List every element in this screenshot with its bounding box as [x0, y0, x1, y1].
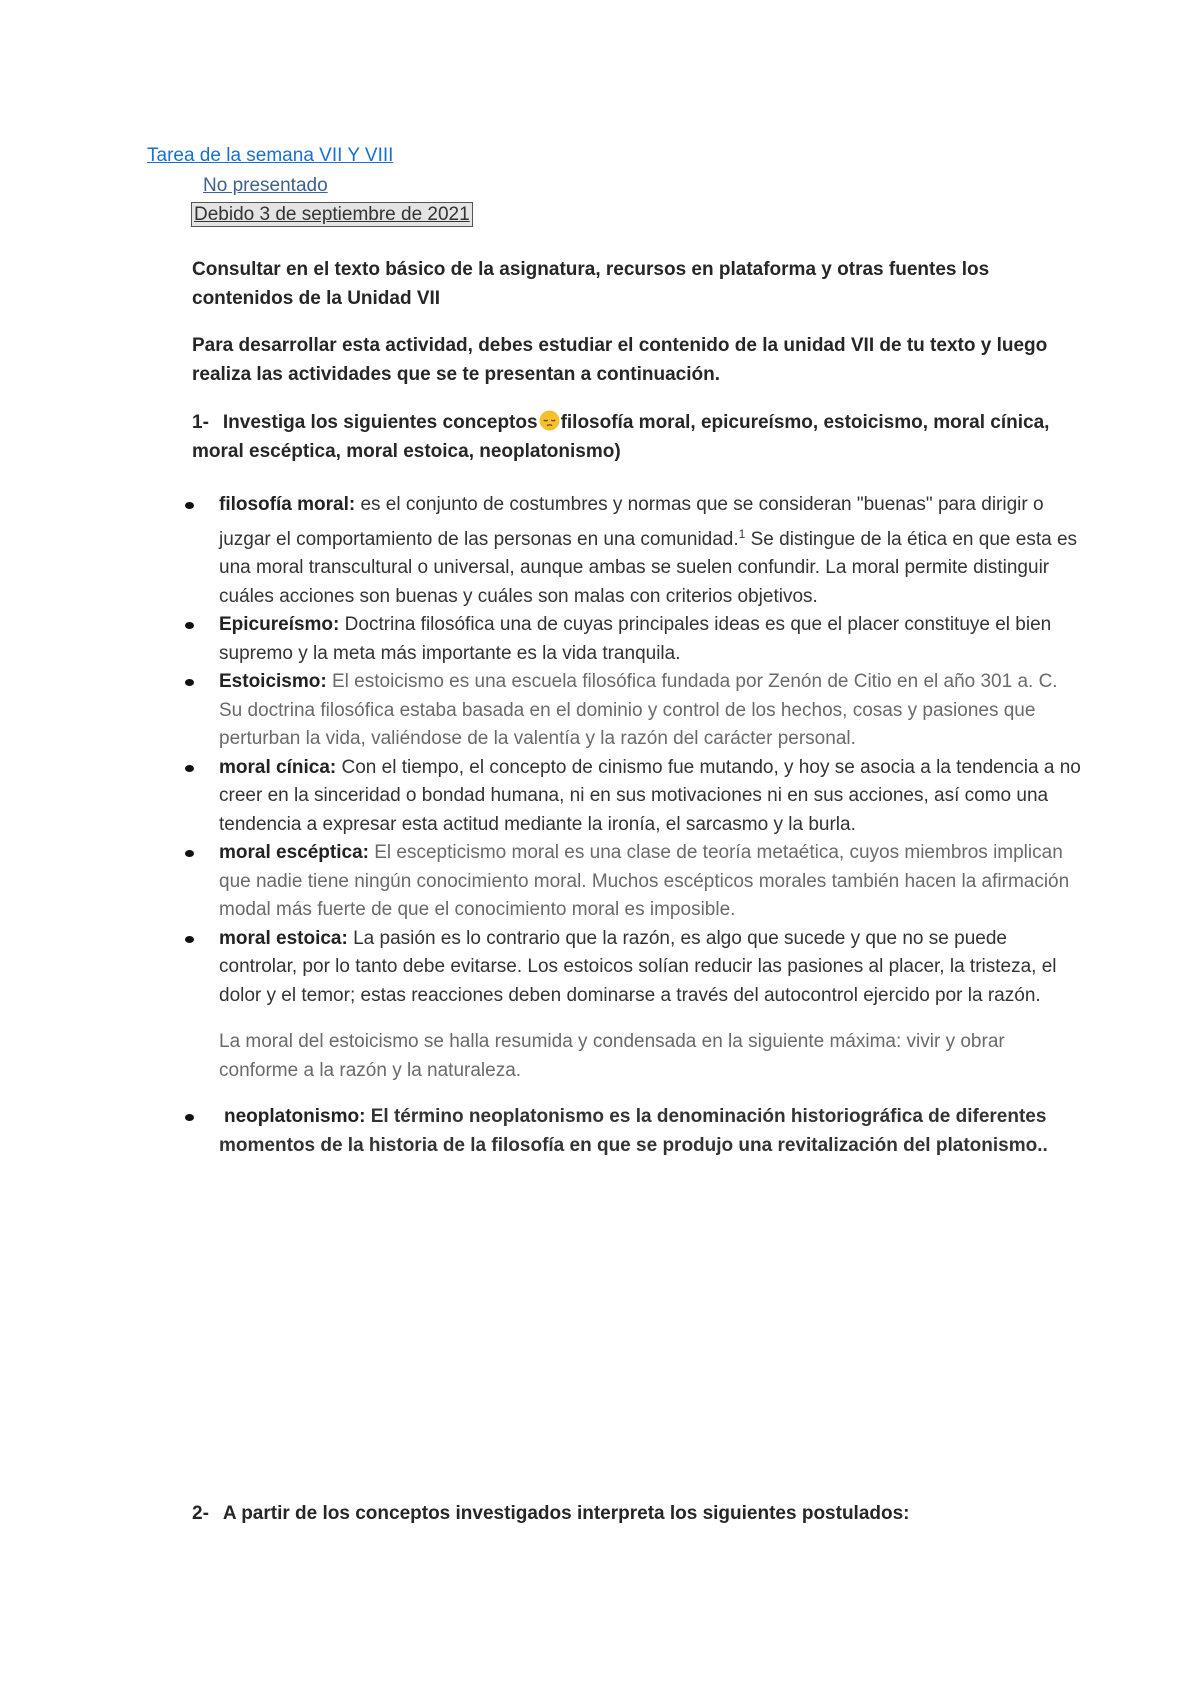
concept-text: El escepticismo moral es una clase de teoría metaética, cuyos miembros implican que nadie tiene ningún conocimiento moral. Muchos escépticos morales también hacen la afirmación modal más fuerte de que el conocimiento moral es imposible.	[219, 842, 1070, 920]
question-1-number: 1-	[192, 412, 209, 433]
bullet-icon	[185, 850, 194, 857]
bullet-icon	[185, 1114, 194, 1121]
concept-text-continued: Se distingue de la ética en que esta es una moral transcultural o universal, aunque ambas se suelen confundir. La moral permite distinguir cuáles acciones son buenas y cuáles son malas con criterios objetivos.	[219, 528, 1078, 607]
pensive-face-icon	[539, 410, 560, 431]
bullet-icon	[185, 679, 194, 686]
question-2-text: A partir de los conceptos investigados interpreta los siguientes postulados:	[222, 1503, 910, 1524]
list-item	[185, 925, 1085, 1086]
question-2-number: 2-	[192, 1503, 209, 1524]
list-item	[185, 668, 1085, 754]
concept-term: moral cínica:	[219, 756, 337, 778]
question-1-text-start: Investiga los siguientes conceptos	[222, 412, 538, 433]
bullet-icon	[185, 765, 194, 772]
bullet-icon	[185, 622, 194, 629]
assignment-title-link[interactable]: Tarea de la semana VII Y VIII	[147, 145, 394, 166]
consult-paragraph: Consultar en el texto básico de la asignatura, recursos en plataforma y otras fuentes los contenidos de la Unidad VII	[192, 259, 990, 309]
concept-term: Epicureísmo:	[219, 614, 340, 635]
concept-text: El estoicismo es una escuela filosófica fundada por Zenón de Citio en el año 301 a. C. Su doctrina filosófica estaba basada en el dominio y control de los hechos, cosas y pasiones que perturban la vida, valiéndose de la valentía y la razón del carácter personal.	[219, 671, 1058, 749]
footnote-marker: 1	[738, 526, 746, 541]
bullet-icon	[185, 502, 194, 509]
list-item	[185, 491, 1085, 611]
question-1	[192, 408, 1072, 466]
concept-text: El término neoplatonismo es la denominación historiográfica de diferentes momentos de la historia de la filosofía en que se produjo una revitalización del platonismo..	[219, 1106, 1048, 1156]
question-1-text-end: filosofía moral, epicureísmo, estoicismo, moral cínica, moral escéptica, moral estoica, neoplatonismo)	[192, 412, 1050, 462]
bullet-icon	[185, 936, 194, 943]
list-item	[185, 611, 1085, 668]
list-item	[185, 839, 1085, 925]
concept-text: es el conjunto de costumbres y normas que se consideran "buenas" para dirigir o juzgar el comportamiento de las personas en una comunidad.	[219, 494, 1044, 550]
concept-text: Doctrina filosófica una de cuyas principales ideas es que el placer constituye el bien supremo y la meta más importante es la vida tranquila.	[219, 614, 1052, 664]
list-item	[185, 1103, 1085, 1160]
concept-text: La pasión es lo contrario que la razón, es algo que sucede y que no se puede controlar, por lo tanto debe evitarse. Los estoicos solían reducir las pasiones al placer, la tristeza, el dolor y el temor; estas reacciones deben dominarse a través del autocontrol ejercido por la razón.	[219, 927, 1057, 1006]
develop-paragraph: Para desarrollar esta actividad, debes estudiar el contenido de la unidad VII de tu texto y luego realiza las actividades que se te presentan a continuación.	[192, 335, 1048, 385]
concept-term: moral escéptica:	[219, 842, 369, 863]
due-date-label: Debido 3 de septiembre de 2021	[191, 202, 473, 227]
concepts-list	[185, 491, 1085, 1160]
concept-term: neoplatonismo:	[224, 1106, 366, 1127]
concept-term: moral estoica:	[219, 927, 348, 949]
list-item	[185, 754, 1085, 840]
concept-text: Con el tiempo, el concepto de cinismo fue mutando, y hoy se asocia a la tendencia a no creer en la sinceridad o bondad humana, ni en sus motivaciones ni en sus acciones, así como una tendencia a expresar esta actitud mediante la ironía, el sarcasmo y la burla.	[219, 756, 1081, 835]
concept-term: Estoicismo:	[219, 671, 327, 692]
question-2	[192, 1503, 910, 1525]
concept-term: filosofía moral:	[219, 494, 356, 515]
status-link[interactable]: No presentado	[203, 175, 328, 196]
stoic-maxim-paragraph: La moral del estoicismo se halla resumida y condensada en la siguiente máxima: vivir y obrar conforme a la razón y la naturaleza.	[219, 1031, 1005, 1081]
